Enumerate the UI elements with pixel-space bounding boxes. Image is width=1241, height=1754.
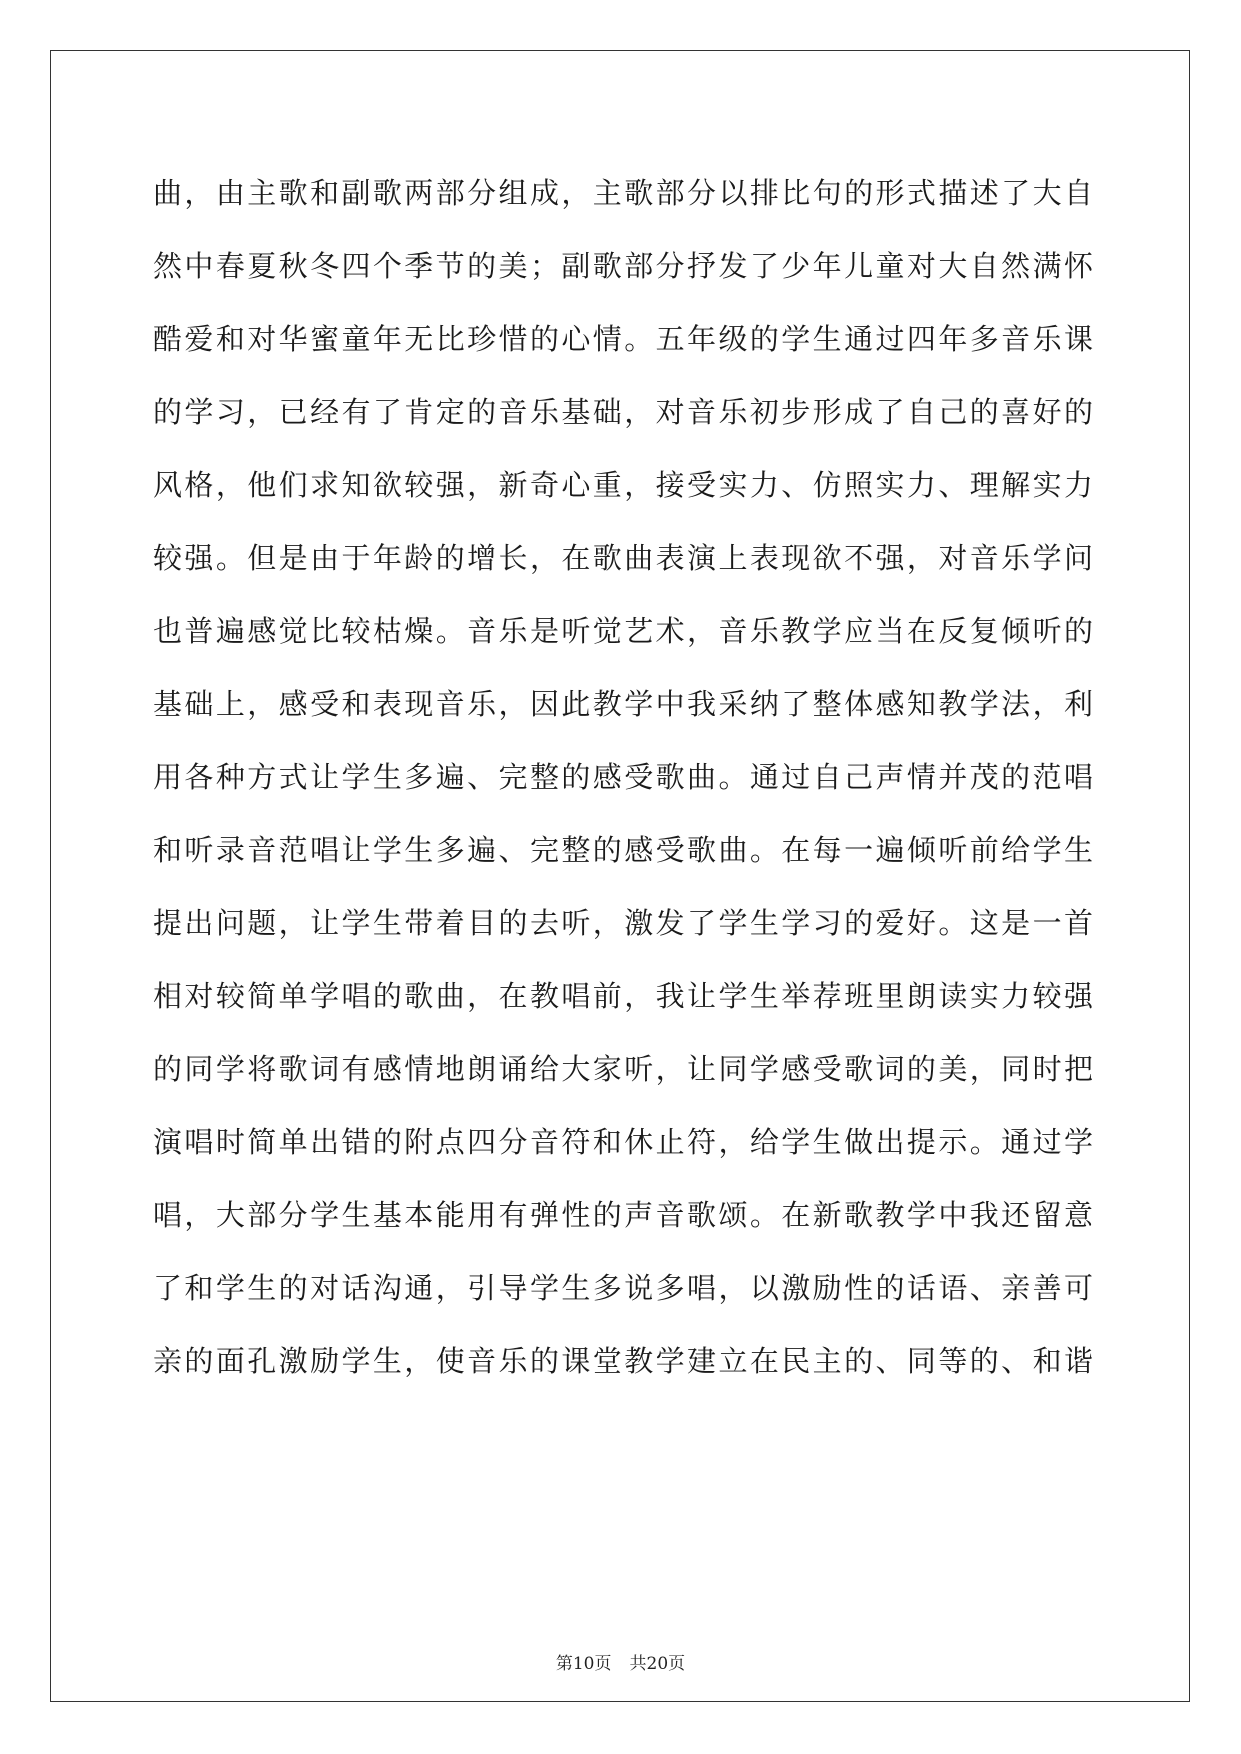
text-line: 基础上，感受和表现音乐，因此教学中我采纳了整体感知教学法，利 bbox=[153, 687, 1093, 721]
text-line: 演唱时简单出错的附点四分音符和休止符，给学生做出提示。通过学 bbox=[153, 1125, 1093, 1159]
text-line: 酷爱和对华蜜童年无比珍惜的心情。五年级的学生通过四年多音乐课 bbox=[153, 322, 1093, 356]
page-number-current: 第10页 bbox=[555, 1654, 612, 1674]
text-line: 较强。但是由于年龄的增长，在歌曲表演上表现欲不强，对音乐学问 bbox=[153, 541, 1093, 575]
text-line: 曲，由主歌和副歌两部分组成，主歌部分以排比句的形式描述了大自 bbox=[153, 176, 1093, 210]
body-text bbox=[153, 157, 1093, 1398]
text-line: 的学习，已经有了肯定的音乐基础，对音乐初步形成了自己的喜好的 bbox=[153, 395, 1093, 429]
page-number-total: 共20页 bbox=[629, 1654, 686, 1674]
text-line: 提出问题，让学生带着目的去听，激发了学生学习的爱好。这是一首 bbox=[153, 906, 1093, 940]
text-line: 相对较简单学唱的歌曲，在教唱前，我让学生举荐班里朗读实力较强 bbox=[153, 979, 1093, 1013]
text-line: 风格，他们求知欲较强，新奇心重，接受实力、仿照实力、理解实力 bbox=[153, 468, 1093, 502]
text-line: 了和学生的对话沟通，引导学生多说多唱，以激励性的话语、亲善可 bbox=[153, 1271, 1093, 1305]
text-line: 亲的面孔激励学生，使音乐的课堂教学建立在民主的、同等的、和谐 bbox=[153, 1344, 1093, 1378]
text-line: 也普遍感觉比较枯燥。音乐是听觉艺术，音乐教学应当在反复倾听的 bbox=[153, 614, 1093, 648]
text-line: 的同学将歌词有感情地朗诵给大家听，让同学感受歌词的美，同时把 bbox=[153, 1052, 1093, 1086]
text-line: 唱，大部分学生基本能用有弹性的声音歌颂。在新歌教学中我还留意 bbox=[153, 1198, 1093, 1232]
text-line: 和听录音范唱让学生多遍、完整的感受歌曲。在每一遍倾听前给学生 bbox=[153, 833, 1093, 867]
text-line: 用各种方式让学生多遍、完整的感受歌曲。通过自己声情并茂的范唱 bbox=[153, 760, 1093, 794]
page-footer bbox=[0, 1652, 1241, 1676]
text-line: 然中春夏秋冬四个季节的美；副歌部分抒发了少年儿童对大自然满怀 bbox=[153, 249, 1093, 283]
